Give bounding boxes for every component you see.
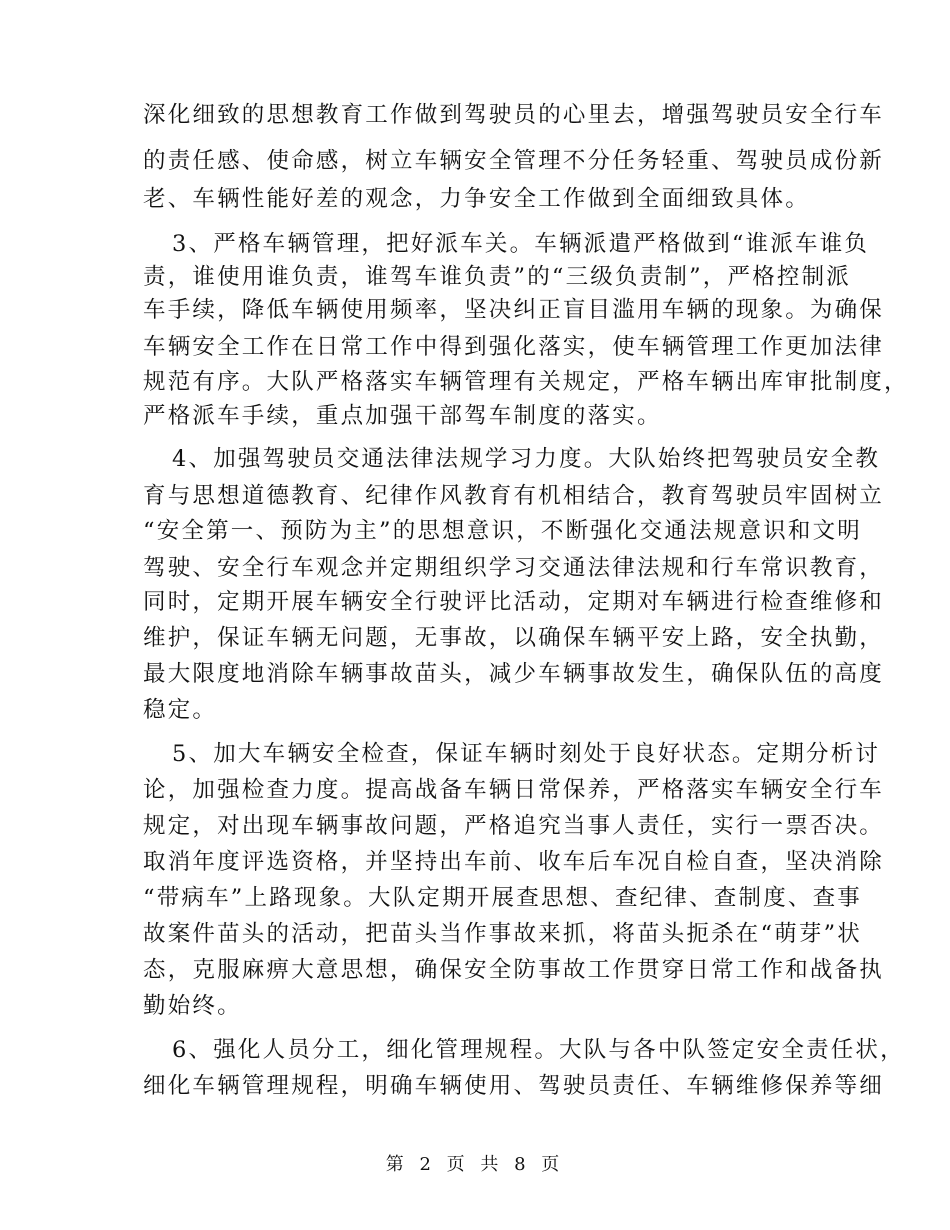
text-line: 6、强化人员分工，细化管理规程。大队与各中队签定安全责任状，: [172, 1037, 905, 1063]
text-line: 责，谁使用谁负责，谁驾车谁负责”的“三级负责制”，严格控制派: [143, 264, 852, 290]
page-footer: 第 2 页 共 8 页: [385, 1154, 565, 1175]
text-line: 3、严格车辆管理，把好派车关。车辆派遣严格做到“谁派车谁负: [172, 231, 870, 257]
text-line: 稳定。: [143, 697, 218, 723]
text-line: 严格派车手续，重点加强干部驾车制度的落实。: [143, 403, 662, 429]
text-line: 老、车辆性能好差的观念，力争安全工作做到全面细致具体。: [143, 186, 810, 212]
text-line: 驾驶、安全行车观念并定期组织学习交通法律法规和行车常识教育，: [143, 555, 885, 581]
text-line: 车辆安全工作在日常工作中得到强化落实，使车辆管理工作更加法律: [143, 334, 885, 360]
text-line: 4、加强驾驶员交通法律法规学习力度。大队始终把驾驶员安全教: [172, 446, 881, 472]
text-line: 态，克服麻痹大意思想，确保安全防事故工作贯穿日常工作和战备执: [143, 957, 885, 983]
text-line: 5、加大车辆安全检查，保证车辆时刻处于良好状态。定期分析讨: [172, 741, 881, 767]
text-line: 勤始终。: [143, 993, 242, 1019]
text-line: 规定，对出现车辆事故问题，严格追究当事人责任，实行一票否决。: [143, 813, 885, 839]
text-line: 细化车辆管理规程，明确车辆使用、驾驶员责任、车辆维修保养等细: [143, 1073, 885, 1099]
text-line: 维护，保证车辆无问题，无事故，以确保车辆平安上路，安全执勤，: [143, 625, 885, 651]
text-line: 故案件苗头的活动，把苗头当作事故来抓，将苗头扼杀在“萌芽”状: [143, 921, 863, 947]
text-line: 取消年度评选资格，并坚持出车前、收车后车况自检自查，坚决消除: [143, 849, 885, 875]
text-line: 车手续，降低车辆使用频率，坚决纠正盲目滥用车辆的现象。为确保: [143, 297, 885, 323]
text-line: 深化细致的思想教育工作做到驾驶员的心里去，增强驾驶员安全行车: [143, 102, 885, 128]
text-line: 规范有序。大队严格落实车辆管理有关规定，严格车辆出库审批制度，: [143, 369, 909, 395]
text-line: “安全第一、预防为主”的思想意识，不断强化交通法规意识和文明: [143, 518, 863, 544]
text-line: “带病车”上路现象。大队定期开展查思想、查纪律、查制度、查事: [143, 885, 863, 911]
text-line: 论，加强检查力度。提高战备车辆日常保养，严格落实车辆安全行车: [143, 777, 885, 803]
text-line: 育与思想道德教育、纪律作风教育有机相结合，教育驾驶员牢固树立: [143, 483, 885, 509]
text-line: 同时，定期开展车辆安全行驶评比活动，定期对车辆进行检查维修和: [143, 589, 885, 615]
text-line: 最大限度地消除车辆事故苗头，减少车辆事故发生，确保队伍的高度: [143, 661, 885, 687]
text-line: 的责任感、使命感，树立车辆安全管理不分任务轻重、驾驶员成份新: [143, 148, 885, 174]
